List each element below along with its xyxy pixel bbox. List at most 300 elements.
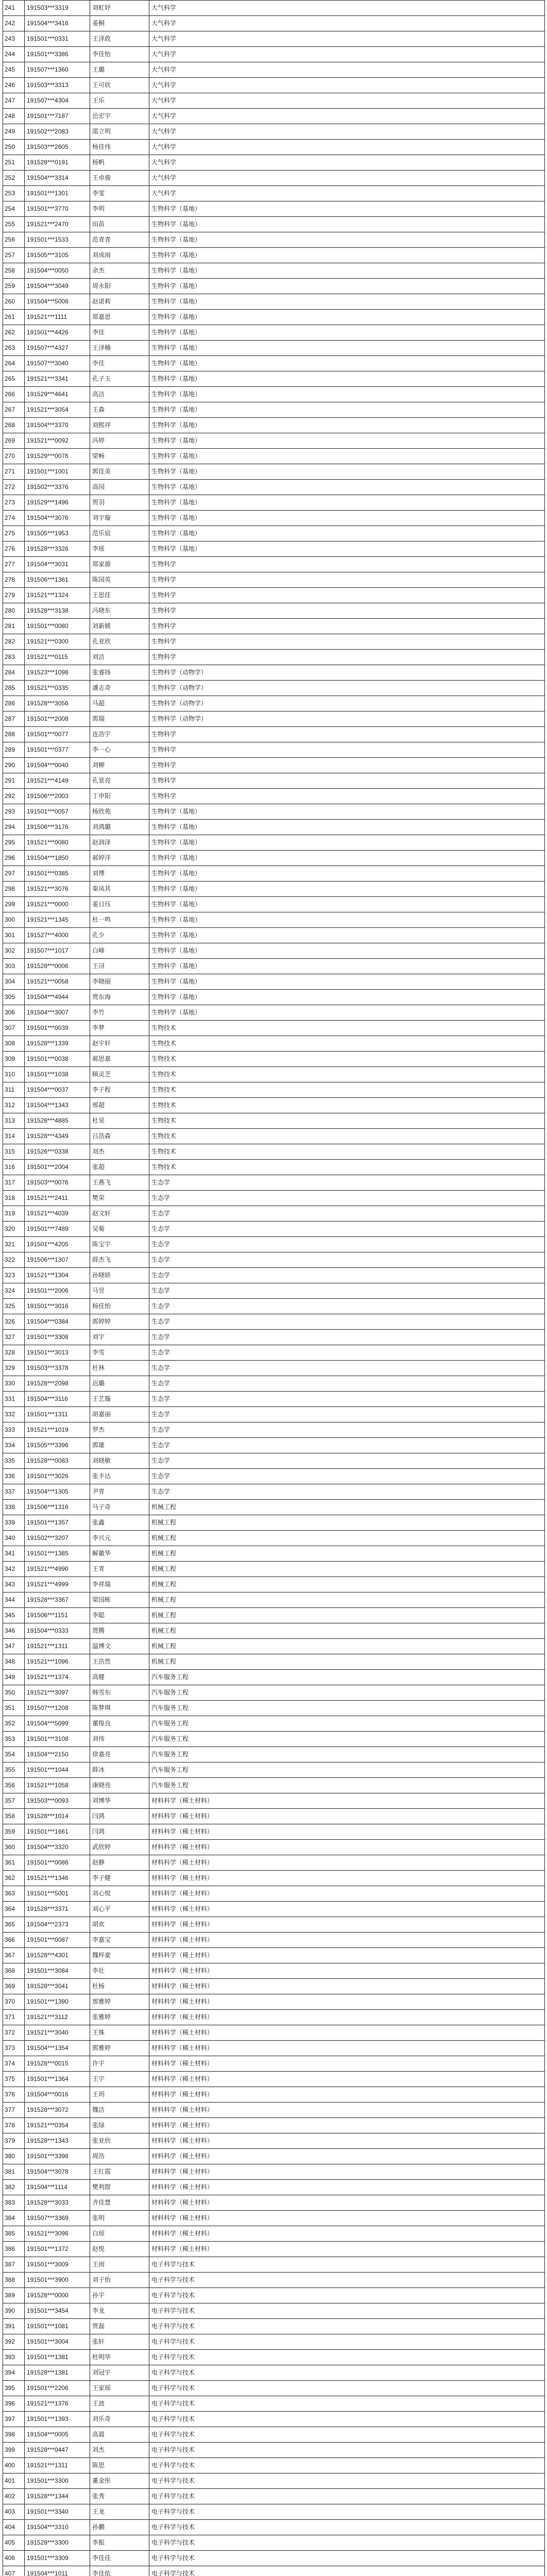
student-name-cell: 赵宇轩 xyxy=(90,1036,149,1052)
candidate-number-cell: 191501***4426 xyxy=(25,325,90,341)
candidate-number-cell: 191521***2411 xyxy=(25,1191,90,1206)
row-index-cell: 329 xyxy=(3,1361,25,1376)
student-name-cell: 闫鸿 xyxy=(90,1809,149,1824)
major-cell: 生物科学（基地） xyxy=(149,959,545,974)
major-cell: 材料科学（稀土材料） xyxy=(149,2211,545,2226)
student-name-cell: 高洁 xyxy=(90,387,149,402)
student-name-cell: 陈宝宇 xyxy=(90,1237,149,1252)
major-cell: 电子科学与技术 xyxy=(149,2381,545,2396)
table-row xyxy=(3,2242,545,2257)
major-cell: 材料科学（稀土材料） xyxy=(149,1855,545,1871)
student-name-cell: 李竹 xyxy=(90,1005,149,1021)
candidate-number-cell: 191528***3300 xyxy=(25,2535,90,2551)
student-name-cell: 孙宇 xyxy=(90,2288,149,2303)
major-cell: 生物科学（基地） xyxy=(149,464,545,480)
major-cell: 生物技术 xyxy=(149,1160,545,1175)
candidate-number-cell: 191521***1376 xyxy=(25,2396,90,2412)
candidate-number-cell: 191501***3308 xyxy=(25,1330,90,1345)
row-index-cell: 310 xyxy=(3,1067,25,1082)
row-index-cell: 374 xyxy=(3,2056,25,2072)
candidate-number-cell: 191504***1011 xyxy=(25,2566,90,2576)
candidate-number-cell: 191521***4149 xyxy=(25,773,90,789)
student-name-cell: 王思佳 xyxy=(90,588,149,603)
major-cell: 生物科学（基地） xyxy=(149,248,545,263)
student-name-cell: 李祥瑞 xyxy=(90,1577,149,1592)
major-cell: 生物科学（基地） xyxy=(149,990,545,1005)
candidate-number-cell: 191501***3398 xyxy=(25,2149,90,2164)
table-row xyxy=(3,402,545,418)
student-name-cell: 杜明华 xyxy=(90,2350,149,2365)
major-cell: 电子科学与技术 xyxy=(149,2334,545,2350)
major-cell: 汽车服务工程 xyxy=(149,1778,545,1793)
student-name-cell: 梁国栋 xyxy=(90,1592,149,1608)
major-cell: 电子科学与技术 xyxy=(149,2396,545,2412)
student-name-cell: 李晓丽 xyxy=(90,974,149,990)
row-index-cell: 366 xyxy=(3,1933,25,1948)
candidate-number-cell: 191501***3309 xyxy=(25,2551,90,2566)
student-name-cell: 尹青 xyxy=(90,1484,149,1500)
student-name-cell: 刘虹妤 xyxy=(90,1,149,16)
row-index-cell: 275 xyxy=(3,526,25,541)
student-name-cell: 秦凤其 xyxy=(90,882,149,897)
table-row xyxy=(3,1871,545,1886)
candidate-number-cell: 191504***3049 xyxy=(25,279,90,294)
major-cell: 材料科学（稀土材料） xyxy=(149,2056,545,2072)
row-index-cell: 268 xyxy=(3,418,25,433)
student-name-cell: 刘宇 xyxy=(90,1330,149,1345)
candidate-number-cell: 191521***4039 xyxy=(25,1206,90,1222)
table-row xyxy=(3,1809,545,1824)
table-row xyxy=(3,279,545,294)
table-row xyxy=(3,248,545,263)
student-name-cell: 张明 xyxy=(90,2211,149,2226)
major-cell: 生态学 xyxy=(149,1237,545,1252)
row-index-cell: 386 xyxy=(3,2242,25,2257)
student-name-cell: 李佳 xyxy=(90,356,149,371)
table-row xyxy=(3,1592,545,1608)
row-index-cell: 327 xyxy=(3,1330,25,1345)
candidate-number-cell: 191526***0338 xyxy=(25,1144,90,1160)
row-index-cell: 345 xyxy=(3,1608,25,1623)
row-index-cell: 303 xyxy=(3,959,25,974)
table-row xyxy=(3,1654,545,1670)
candidate-number-cell: 191528***3371 xyxy=(25,1902,90,1917)
row-index-cell: 362 xyxy=(3,1871,25,1886)
student-name-cell: 王艺璇 xyxy=(90,1392,149,1407)
table-row xyxy=(3,897,545,912)
row-index-cell: 363 xyxy=(3,1886,25,1902)
table-row xyxy=(3,2164,545,2180)
row-index-cell: 295 xyxy=(3,835,25,851)
row-index-cell: 313 xyxy=(3,1113,25,1129)
candidate-number-cell: 191528***3033 xyxy=(25,2195,90,2211)
student-name-cell: 李佳 xyxy=(90,325,149,341)
candidate-number-cell: 191521***3112 xyxy=(25,2010,90,2025)
major-cell: 生态学 xyxy=(149,1376,545,1392)
row-index-cell: 296 xyxy=(3,851,25,866)
major-cell: 生态学 xyxy=(149,1175,545,1191)
student-name-cell: 梁畅 xyxy=(90,449,149,464)
table-row xyxy=(3,2458,545,2473)
table-row xyxy=(3,341,545,356)
candidate-number-cell: 191501***1385 xyxy=(25,1546,90,1562)
candidate-number-cell: 191521***1304 xyxy=(25,1268,90,1283)
major-cell: 生物技术 xyxy=(149,1036,545,1052)
major-cell: 大气科学 xyxy=(149,140,545,155)
student-name-cell: 刘新媛 xyxy=(90,619,149,634)
student-name-cell: 薛杰飞 xyxy=(90,1252,149,1268)
row-index-cell: 333 xyxy=(3,1422,25,1438)
row-index-cell: 271 xyxy=(3,464,25,480)
row-index-cell: 247 xyxy=(3,93,25,109)
candidate-number-cell: 191504***0037 xyxy=(25,1082,90,1098)
major-cell: 大气科学 xyxy=(149,155,545,171)
table-row xyxy=(3,773,545,789)
candidate-number-cell: 191521***1311 xyxy=(25,2458,90,2473)
row-index-cell: 389 xyxy=(3,2288,25,2303)
student-name-cell: 孔少 xyxy=(90,928,149,943)
major-cell: 生态学 xyxy=(149,1453,545,1469)
table-row xyxy=(3,2473,545,2489)
major-cell: 生物科学（基地） xyxy=(149,804,545,820)
table-row xyxy=(3,2551,545,2566)
row-index-cell: 288 xyxy=(3,727,25,742)
major-cell: 生态学 xyxy=(149,1191,545,1206)
row-index-cell: 318 xyxy=(3,1191,25,1206)
row-index-cell: 245 xyxy=(3,62,25,78)
student-name-cell: 王浩然 xyxy=(90,1654,149,1670)
student-name-cell: 周浩 xyxy=(90,2149,149,2164)
student-name-cell: 张超 xyxy=(90,1160,149,1175)
major-cell: 电子科学与技术 xyxy=(149,2551,545,2566)
student-name-cell: 王雨 xyxy=(90,2257,149,2273)
major-cell: 生物科学（基地） xyxy=(149,418,545,433)
candidate-number-cell: 191521***2470 xyxy=(25,217,90,232)
major-cell: 生物科学（动物学） xyxy=(149,696,545,711)
table-row xyxy=(3,1438,545,1453)
candidate-number-cell: 191521***1019 xyxy=(25,1422,90,1438)
candidate-number-cell: 191501***2206 xyxy=(25,2381,90,2396)
table-row xyxy=(3,371,545,387)
student-name-cell: 白峰 xyxy=(90,943,149,959)
candidate-number-cell: 191504***5099 xyxy=(25,1716,90,1732)
major-cell: 生态学 xyxy=(149,1299,545,1314)
major-cell: 材料科学（稀土材料） xyxy=(149,1948,545,1963)
major-cell: 材料科学（稀土材料） xyxy=(149,2180,545,2195)
table-row xyxy=(3,634,545,650)
major-cell: 材料科学（稀土材料） xyxy=(149,2072,545,2087)
student-name-cell: 李嘉宝 xyxy=(90,1933,149,1948)
row-index-cell: 383 xyxy=(3,2195,25,2211)
student-name-cell: 李一心 xyxy=(90,742,149,758)
major-cell: 材料科学（稀土材料） xyxy=(149,2226,545,2242)
major-cell: 生物技术 xyxy=(149,1113,545,1129)
table-row xyxy=(3,1392,545,1407)
student-name-cell: 王浔 xyxy=(90,959,149,974)
major-cell: 生物技术 xyxy=(149,1129,545,1144)
table-row xyxy=(3,16,545,31)
major-cell: 生物科学（基地） xyxy=(149,866,545,882)
table-row xyxy=(3,1144,545,1160)
table-row xyxy=(3,2149,545,2164)
major-cell: 生物科学（基地） xyxy=(149,387,545,402)
candidate-number-cell: 191504***3076 xyxy=(25,511,90,526)
student-name-cell: 贾磊 xyxy=(90,2319,149,2334)
candidate-number-cell: 191501***0087 xyxy=(25,1933,90,1948)
candidate-number-cell: 191502***3207 xyxy=(25,1531,90,1546)
table-row xyxy=(3,325,545,341)
candidate-number-cell: 191501***1661 xyxy=(25,1824,90,1840)
major-cell: 电子科学与技术 xyxy=(149,2303,545,2319)
major-cell: 生物科学（基地） xyxy=(149,201,545,217)
table-row xyxy=(3,1113,545,1129)
student-name-cell: 周永阳 xyxy=(90,279,149,294)
table-row xyxy=(3,1701,545,1716)
table-row xyxy=(3,851,545,866)
candidate-number-cell: 191504***3310 xyxy=(25,2520,90,2535)
table-row xyxy=(3,2443,545,2458)
student-name-cell: 孙鹏 xyxy=(90,2520,149,2535)
table-row xyxy=(3,882,545,897)
candidate-number-cell: 191501***7187 xyxy=(25,109,90,124)
major-cell: 生态学 xyxy=(149,1252,545,1268)
candidate-number-cell: 191501***3454 xyxy=(25,2303,90,2319)
table-row xyxy=(3,2288,545,2303)
major-cell: 生物科学（动物学） xyxy=(149,665,545,681)
table-row xyxy=(3,217,545,232)
major-cell: 生态学 xyxy=(149,1314,545,1330)
row-index-cell: 370 xyxy=(3,1994,25,2010)
table-row xyxy=(3,866,545,882)
major-cell: 材料科学（稀土材料） xyxy=(149,2118,545,2133)
student-name-cell: 王家瑶 xyxy=(90,2381,149,2396)
student-name-cell: 王玥 xyxy=(90,2087,149,2103)
table-row xyxy=(3,526,545,541)
candidate-number-cell: 191501***3026 xyxy=(25,1469,90,1484)
candidate-number-cell: 191528***0447 xyxy=(25,2443,90,2458)
major-cell: 大气科学 xyxy=(149,1,545,16)
table-row xyxy=(3,1732,545,1747)
table-row xyxy=(3,1716,545,1732)
table-row xyxy=(3,650,545,665)
major-cell: 生物科学（基地） xyxy=(149,974,545,990)
table-row xyxy=(3,2427,545,2443)
row-index-cell: 248 xyxy=(3,109,25,124)
row-index-cell: 348 xyxy=(3,1654,25,1670)
student-name-cell: 杜昊 xyxy=(90,1113,149,1129)
student-name-cell: 白琼 xyxy=(90,2226,149,2242)
row-index-cell: 359 xyxy=(3,1824,25,1840)
major-cell: 生物科学 xyxy=(149,773,545,789)
student-name-cell: 杨欣苑 xyxy=(90,804,149,820)
row-index-cell: 380 xyxy=(3,2149,25,2164)
row-index-cell: 340 xyxy=(3,1531,25,1546)
major-cell: 材料科学（稀土材料） xyxy=(149,1886,545,1902)
student-name-cell: 孙晓娇 xyxy=(90,1268,149,1283)
table-row xyxy=(3,1098,545,1113)
table-row xyxy=(3,1407,545,1422)
candidate-number-cell: 191501***3084 xyxy=(25,1963,90,1979)
table-row xyxy=(3,2504,545,2520)
student-name-cell: 刘心平 xyxy=(90,1902,149,1917)
major-cell: 电子科学与技术 xyxy=(149,2489,545,2504)
row-index-cell: 267 xyxy=(3,402,25,418)
row-index-cell: 320 xyxy=(3,1222,25,1237)
major-cell: 生物科学（基地） xyxy=(149,480,545,495)
student-name-cell: 郝思嘉 xyxy=(90,1052,149,1067)
row-index-cell: 258 xyxy=(3,263,25,279)
candidate-number-cell: 191501***1381 xyxy=(25,2350,90,2365)
student-name-cell: 郭婷婷 xyxy=(90,1314,149,1330)
major-cell: 电子科学与技术 xyxy=(149,2365,545,2381)
student-name-cell: 杨帆 xyxy=(90,155,149,171)
candidate-number-cell: 191521***0335 xyxy=(25,681,90,696)
row-index-cell: 331 xyxy=(3,1392,25,1407)
candidate-number-cell: 191501***0086 xyxy=(25,1855,90,1871)
candidate-number-cell: 191501***1081 xyxy=(25,2319,90,2334)
table-row xyxy=(3,974,545,990)
table-row xyxy=(3,2118,545,2133)
major-cell: 生物科学（动物学） xyxy=(149,681,545,696)
row-index-cell: 367 xyxy=(3,1948,25,1963)
row-index-cell: 344 xyxy=(3,1592,25,1608)
student-name-cell: 岳宏宇 xyxy=(90,109,149,124)
major-cell: 电子科学与技术 xyxy=(149,2288,545,2303)
candidate-number-cell: 191501***2004 xyxy=(25,1160,90,1175)
candidate-number-cell: 191528***0083 xyxy=(25,1453,90,1469)
major-cell: 机械工程 xyxy=(149,1562,545,1577)
table-row xyxy=(3,2365,545,2381)
row-index-cell: 270 xyxy=(3,449,25,464)
row-index-cell: 396 xyxy=(3,2396,25,2412)
table-row xyxy=(3,2412,545,2427)
student-name-cell: 郝婷洋 xyxy=(90,851,149,866)
table-row xyxy=(3,2133,545,2149)
student-name-cell: 李梦 xyxy=(90,1021,149,1036)
major-cell: 电子科学与技术 xyxy=(149,2504,545,2520)
row-index-cell: 319 xyxy=(3,1206,25,1222)
candidate-number-cell: 191501***1038 xyxy=(25,1067,90,1082)
table-row xyxy=(3,1036,545,1052)
student-name-cell: 赵文轩 xyxy=(90,1206,149,1222)
table-row xyxy=(3,804,545,820)
major-cell: 材料科学（稀土材料） xyxy=(149,1840,545,1855)
major-cell: 生物科学（基地） xyxy=(149,820,545,835)
candidate-number-cell: 191504***3416 xyxy=(25,16,90,31)
major-cell: 汽车服务工程 xyxy=(149,1716,545,1732)
table-row xyxy=(3,1237,545,1252)
candidate-number-cell: 191528***1344 xyxy=(25,2489,90,2504)
major-cell: 生物科学（基地） xyxy=(149,835,545,851)
table-row xyxy=(3,31,545,47)
row-index-cell: 323 xyxy=(3,1268,25,1283)
candidate-number-cell: 191528***1014 xyxy=(25,1809,90,1824)
student-name-cell: 刘鸿璐 xyxy=(90,820,149,835)
candidate-number-cell: 191501***1390 xyxy=(25,1994,90,2010)
candidate-number-cell: 191504***3320 xyxy=(25,1840,90,1855)
candidate-number-cell: 191506***3176 xyxy=(25,820,90,835)
student-name-cell: 马昱 xyxy=(90,1283,149,1299)
major-cell: 生物科学（动物学） xyxy=(149,711,545,727)
major-cell: 电子科学与技术 xyxy=(149,2443,545,2458)
row-index-cell: 407 xyxy=(3,2566,25,2576)
candidate-number-cell: 191521***4999 xyxy=(25,1577,90,1592)
table-row xyxy=(3,1206,545,1222)
student-name-cell: 杜林 xyxy=(90,1361,149,1376)
row-index-cell: 341 xyxy=(3,1546,25,1562)
row-index-cell: 259 xyxy=(3,279,25,294)
table-row xyxy=(3,1268,545,1283)
candidate-number-cell: 191504***2150 xyxy=(25,1747,90,1762)
major-cell: 生态学 xyxy=(149,1345,545,1361)
row-index-cell: 394 xyxy=(3,2365,25,2381)
row-index-cell: 291 xyxy=(3,773,25,789)
table-row xyxy=(3,1160,545,1175)
table-row xyxy=(3,603,545,619)
table-row xyxy=(3,758,545,773)
student-name-cell: 李瑶 xyxy=(90,541,149,557)
candidate-number-cell: 191528***0006 xyxy=(25,959,90,974)
row-index-cell: 289 xyxy=(3,742,25,758)
major-cell: 材料科学（稀土材料） xyxy=(149,2195,545,2211)
student-name-cell: 刘杰 xyxy=(90,1144,149,1160)
major-cell: 生物技术 xyxy=(149,1052,545,1067)
major-cell: 生态学 xyxy=(149,1438,545,1453)
major-cell: 生物科学（基地） xyxy=(149,279,545,294)
candidate-number-cell: 191501***1393 xyxy=(25,2412,90,2427)
row-index-cell: 358 xyxy=(3,1809,25,1824)
row-index-cell: 308 xyxy=(3,1036,25,1052)
major-cell: 材料科学（稀土材料） xyxy=(149,1933,545,1948)
student-name-cell: 王森 xyxy=(90,402,149,418)
table-row xyxy=(3,2010,545,2025)
candidate-number-cell: 191505***3396 xyxy=(25,1438,90,1453)
table-row xyxy=(3,140,545,155)
student-name-cell: 刘博 xyxy=(90,866,149,882)
row-index-cell: 346 xyxy=(3,1623,25,1639)
candidate-number-cell: 191501***2008 xyxy=(25,711,90,727)
table-row xyxy=(3,2396,545,2412)
student-name-cell: 温博文 xyxy=(90,1639,149,1654)
candidate-number-cell: 191528***0191 xyxy=(25,155,90,171)
table-row xyxy=(3,93,545,109)
student-name-cell: 陈梦琪 xyxy=(90,1701,149,1716)
table-row xyxy=(3,2489,545,2504)
table-row xyxy=(3,541,545,557)
major-cell: 材料科学（稀土材料） xyxy=(149,2164,545,2180)
candidate-number-cell: 191528***3056 xyxy=(25,696,90,711)
table-row xyxy=(3,2041,545,2056)
major-cell: 汽车服务工程 xyxy=(149,1747,545,1762)
row-index-cell: 398 xyxy=(3,2427,25,2443)
row-index-cell: 301 xyxy=(3,928,25,943)
row-index-cell: 334 xyxy=(3,1438,25,1453)
candidate-number-cell: 191501***0377 xyxy=(25,742,90,758)
student-name-cell: 樊荣 xyxy=(90,1191,149,1206)
row-index-cell: 384 xyxy=(3,2211,25,2226)
row-index-cell: 311 xyxy=(3,1082,25,1098)
major-cell: 电子科学与技术 xyxy=(149,2412,545,2427)
candidate-number-cell: 191501***7489 xyxy=(25,1222,90,1237)
row-index-cell: 281 xyxy=(3,619,25,634)
candidate-number-cell: 191506***1361 xyxy=(25,572,90,588)
candidate-number-cell: 191506***1307 xyxy=(25,1252,90,1268)
table-row xyxy=(3,2056,545,2072)
table-row xyxy=(3,171,545,186)
table-row xyxy=(3,727,545,742)
row-index-cell: 406 xyxy=(3,2551,25,2566)
candidate-number-cell: 191529***1496 xyxy=(25,495,90,511)
